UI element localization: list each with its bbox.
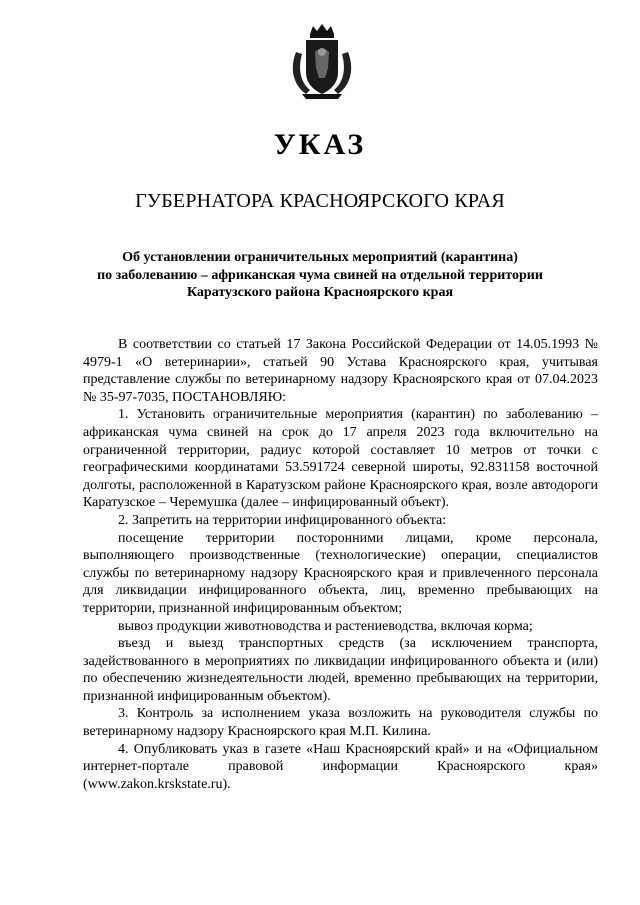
item-2-clause-export: вывоз продукции животноводства и растениеводства, включая корма; <box>118 618 533 634</box>
preamble-paragraph: В соответствии со статьей 17 Закона Российской Федерации от 14.05.1993 № 4979-1 «О ветеринарии», статьей 90 Устава Красноярского края, учитывая представление службы по ветеринарному надзору Красноярского края от 07.04.2023 № 35-97-7035, ПОСТАНОВЛЯЮ: <box>83 337 598 405</box>
item-1-paragraph: 1. Установить ограничительные мероприятия (карантин) по заболеванию – африканская чума свиней на срок до 17 апреля 2023 года включительно на ограниченной территории, радиус которой составляет 10 метров от точки с географическими координатами 53.591724 северной широты, 92.831158 восточной долготы, расположенной в Каратузском районе Красноярского края, возле автодороги Каратузское – Черемушка (далее – инфицированный объект). <box>83 407 598 511</box>
decree-title-line: Об установлении ограничительных мероприятий (карантина) <box>122 250 518 265</box>
document-type-heading: УКАЗ <box>273 128 367 161</box>
decree-title-line: Каратузского района Красноярского края <box>186 285 454 300</box>
item-3-paragraph: 3. Контроль за исполнением указа возложить на руководителя службы по ветеринарному надзору Красноярского края М.П. Килина. <box>83 706 598 740</box>
item-2-paragraph: 2. Запретить на территории инфицированного объекта: <box>118 512 447 528</box>
item-2-clause-vehicles: въезд и выезд транспортных средств (за исключением транспорта, задействованного в мероприятиях по ликвидации инфицированного объекта и (или) по обеспечению жизнедеятельности людей, временно пребывающих на территории, признанной инфицированным объектом). <box>83 636 598 704</box>
item-2-clause-visits: посещение территории посторонними лицами, кроме персонала, выполняющего производственные (технологические) операции, специалистов службы по ветеринарному надзору Красноярского края и привлеченного персонала для ликвидации инфицированного объекта, лиц, временно пребывающих на территории, признанной инфицированным объектом; <box>83 530 598 616</box>
decree-title <box>80 249 560 302</box>
krasnoyarsk-coat-of-arms-icon <box>288 22 356 100</box>
decree-title-line: по заболеванию – африканская чума свиней на отдельной территории <box>97 267 543 283</box>
item-4-paragraph: 4. Опубликовать указ в газете «Наш Красноярский край» и на «Официальном интернет-портале правовой информации Красноярского края» (www.zakon.krskstate.ru). <box>83 741 598 792</box>
issuer-heading: ГУБЕРНАТОРА КРАСНОЯРСКОГО КРАЯ <box>135 190 505 212</box>
decree-body <box>83 336 598 793</box>
